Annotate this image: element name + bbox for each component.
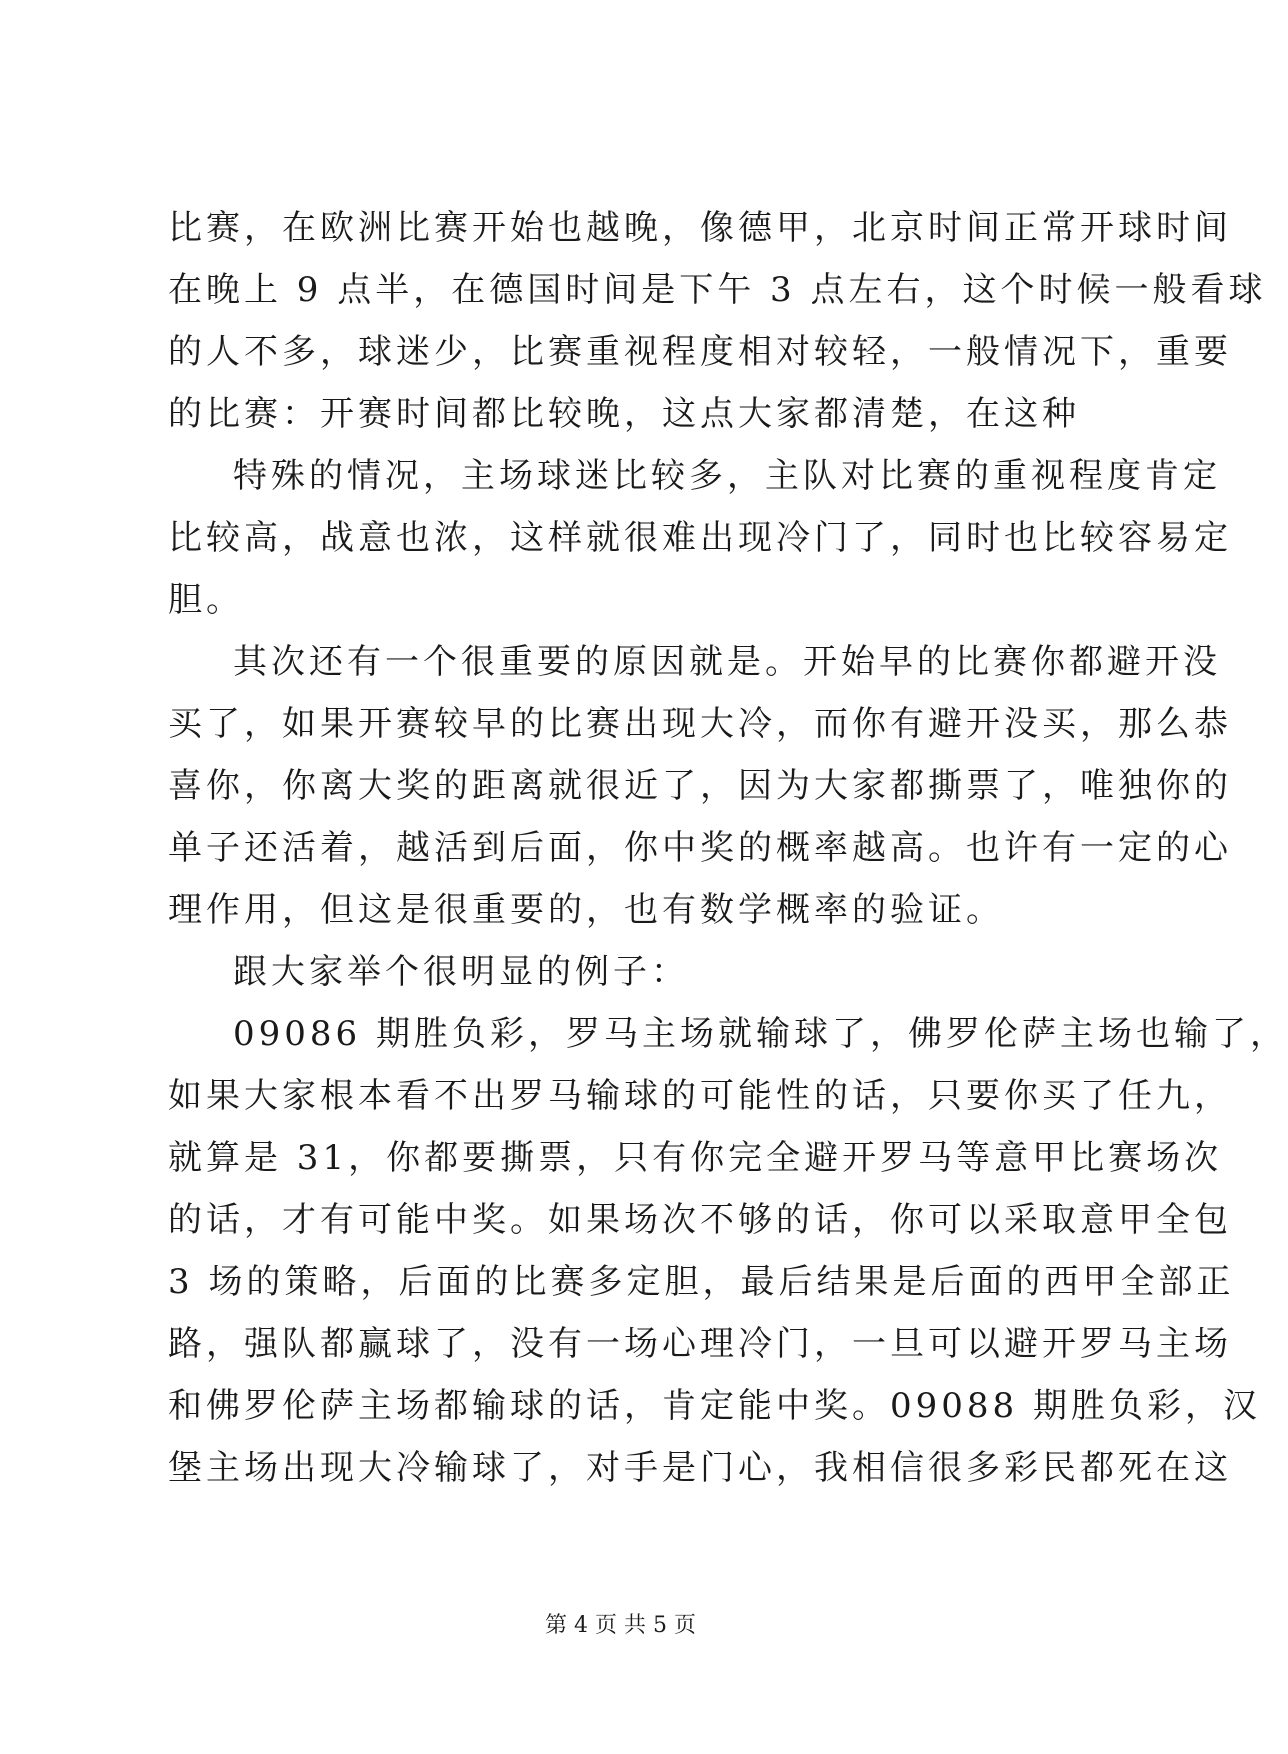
text-line: 09086 期胜负彩，罗马主场就输球了，佛罗伦萨主场也输了， (233, 1014, 1288, 1054)
text-line: 和佛罗伦萨主场都输球的话，肯定能中奖。09088 期胜负彩，汉 (168, 1386, 1261, 1426)
text-line: 单子还活着，越活到后面，你中奖的概率越高。也许有一定的心 (168, 828, 1232, 868)
text-line: 的人不多，球迷少，比赛重视程度相对较轻，一般情况下，重要 (168, 332, 1232, 372)
text-line: 在晚上 9 点半，在德国时间是下午 3 点左右，这个时候一般看球 (168, 270, 1267, 310)
text-line: 比较高，战意也浓，这样就很难出现冷门了，同时也比较容易定 (168, 518, 1232, 558)
text-line: 其次还有一个很重要的原因就是。开始早的比赛你都避开没 (233, 642, 1221, 682)
text-line: 的话，才有可能中奖。如果场次不够的话，你可以采取意甲全包 (168, 1200, 1232, 1240)
text-line: 的比赛：开赛时间都比较晚，这点大家都清楚，在这种 (168, 394, 1080, 434)
text-line: 买了，如果开赛较早的比赛出现大冷，而你有避开没买，那么恭 (168, 704, 1232, 744)
text-line: 胆。 (168, 580, 244, 620)
text-line: 就算是 31，你都要撕票，只有你完全避开罗马等意甲比赛场次 (168, 1138, 1223, 1178)
text-line: 特殊的情况，主场球迷比较多，主队对比赛的重视程度肯定 (233, 456, 1221, 496)
text-line: 如果大家根本看不出罗马输球的可能性的话，只要你买了任九， (168, 1076, 1232, 1116)
text-line: 比赛，在欧洲比赛开始也越晚，像德甲，北京时间正常开球时间 (168, 208, 1232, 248)
text-line: 喜你，你离大奖的距离就很近了，因为大家都撕票了，唯独你的 (168, 766, 1232, 806)
text-line: 堡主场出现大冷输球了，对手是门心，我相信很多彩民都死在这 (168, 1448, 1232, 1488)
text-line: 理作用，但这是很重要的，也有数学概率的验证。 (168, 890, 1004, 930)
page-number-footer: 第 4 页 共 5 页 (545, 1613, 696, 1638)
text-line: 3 场的策略，后面的比赛多定胆，最后结果是后面的西甲全部正 (168, 1262, 1235, 1302)
text-line: 跟大家举个很明显的例子： (233, 952, 689, 992)
text-line: 路，强队都赢球了，没有一场心理冷门，一旦可以避开罗马主场 (168, 1324, 1232, 1364)
